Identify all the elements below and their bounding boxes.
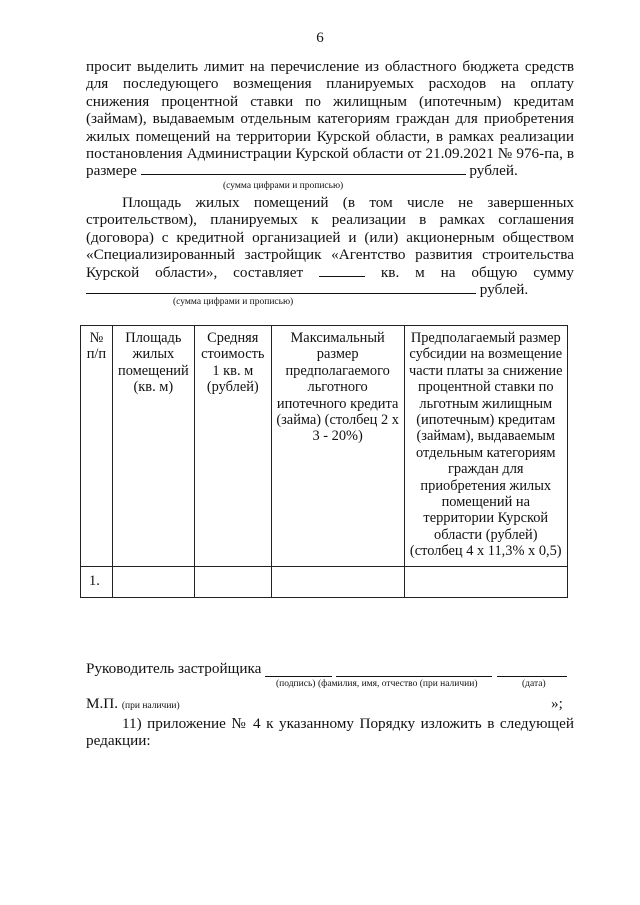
text-line: «Специализированный застройщик «Агентство развития строительства [86, 246, 574, 264]
table-cell[interactable] [404, 566, 567, 597]
amount-suffix: рублей. [469, 162, 518, 180]
total-suffix: рублей. [479, 281, 529, 299]
table-header-row [81, 326, 568, 567]
request-paragraph [86, 58, 574, 180]
text-line: Площадь жилых помещений (в том числе не завершенных [122, 194, 574, 211]
header-number: № п/п [81, 326, 113, 567]
table-cell[interactable] [194, 566, 271, 597]
text-line: строительством), планируемых к реализации в рамках соглашения [86, 211, 574, 229]
amount-blank[interactable] [141, 163, 466, 175]
area-paragraph [86, 194, 574, 298]
text-line: (договора) с кредитной организацией и (или) акционерным обществом [86, 228, 574, 246]
text-line: (займам), выдаваемым отдельным категориям граждан для приобретения [86, 110, 574, 128]
stamp-line [86, 695, 180, 713]
signature-caption: (подпись) [276, 679, 316, 689]
area-line [86, 264, 574, 281]
date-blank[interactable] [497, 676, 567, 677]
text-line: просит выделить лимит на перечисление из областного бюджета средств [86, 58, 574, 75]
area-prefix: Курской области», составляет [86, 263, 304, 281]
text-line: 11) приложение № 4 к указанному Порядку изложить в следующей [122, 715, 574, 732]
area-blank[interactable] [319, 265, 365, 277]
date-caption: (дата) [522, 679, 546, 689]
header-subsidy: Предполагаемый размер субсидии на возмещение части платы за снижение процентной ставки по льготным жилищным (ипотечным) кредитам (займам), выдаваемым отдельным категориям граждан для приобретения жилых помещений на территории Курской области (рублей) (столбец 4 х 11,3% х 0,5) [404, 326, 567, 567]
row-number-cell: 1. [81, 566, 113, 597]
area-suffix: кв. м на общую сумму [380, 263, 574, 281]
table-cell[interactable] [271, 566, 404, 597]
signature-label: Руководитель застройщика [86, 660, 262, 677]
header-max-loan: Максимальный размер предполагаемого льготного ипотечного кредита (займа) (столбец 2 х 3 - 20%) [271, 326, 404, 567]
subsidy-table [80, 325, 568, 598]
header-area: Площадь жилых помещений (кв. м) [112, 326, 194, 567]
amount-line [86, 162, 574, 179]
total-caption: (сумма цифрами и прописью) [173, 297, 294, 307]
name-caption: (фамилия, имя, отчество (при наличии) [318, 679, 478, 689]
amendment-paragraph [86, 715, 574, 750]
table-cell[interactable] [112, 566, 194, 597]
text-line: постановления Администрации Курской области от 21.09.2021 № 976-па, в [86, 145, 574, 163]
header-avg-cost: Средняя стоимость 1 кв. м (рублей) [194, 326, 271, 567]
page-number: 6 [316, 30, 324, 46]
table-row [81, 566, 568, 597]
signature-blank[interactable] [265, 676, 332, 677]
text-line: для последующего возмещения планируемых расходов на оплату [86, 75, 574, 93]
text-line: снижения процентной ставки по жилищным (ипотечным) кредитам [86, 92, 574, 110]
total-line [86, 281, 574, 298]
text-line: жилых помещений на территории Курской области, в рамках реализации [86, 127, 574, 145]
stamp-note: (при наличии) [121, 701, 180, 711]
amount-prefix: размере [86, 162, 137, 180]
text-line: редакции: [86, 732, 151, 750]
total-blank[interactable] [86, 282, 476, 294]
closing-quote: »; [551, 695, 563, 712]
name-blank[interactable] [336, 676, 492, 677]
amount-caption: (сумма цифрами и прописью) [223, 181, 344, 191]
stamp-label: М.П. [86, 695, 119, 712]
